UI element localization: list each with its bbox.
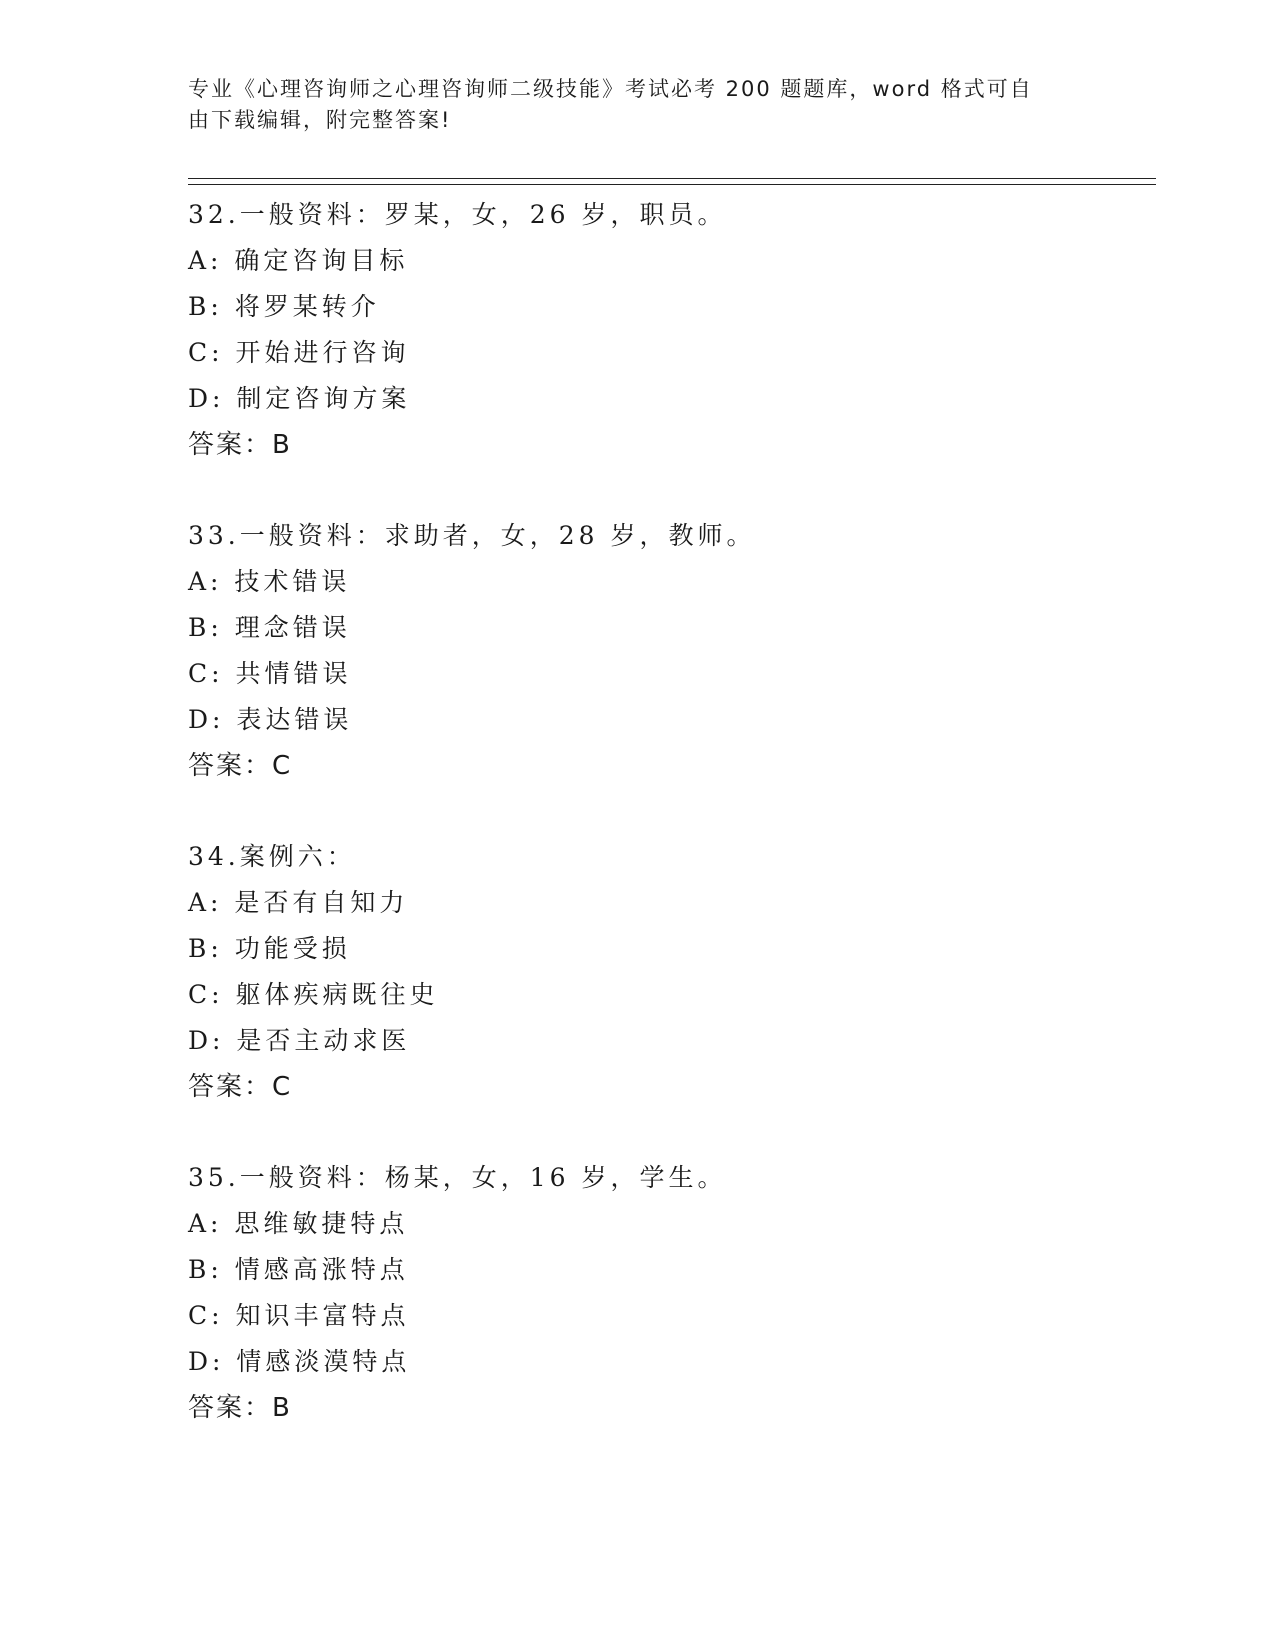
option-d: D: 是否主动求医 bbox=[188, 1026, 411, 1055]
answer: 答案：C bbox=[188, 751, 293, 781]
option-d: D: 制定咨询方案 bbox=[188, 384, 411, 413]
header-line-2: 由下载编辑，附完整答案! bbox=[188, 108, 452, 132]
option-a: A: 技术错误 bbox=[188, 567, 351, 596]
header-divider-bottom bbox=[188, 184, 1156, 185]
question-list bbox=[188, 192, 1148, 1431]
question-35 bbox=[188, 1155, 1148, 1431]
answer: 答案：B bbox=[188, 430, 292, 460]
option-a: A: 思维敏捷特点 bbox=[188, 1209, 409, 1238]
answer: 答案：B bbox=[188, 1393, 292, 1423]
answer: 答案：C bbox=[188, 1072, 293, 1102]
question-stem: 33.一般资料：求助者，女，28 岁，教师。 bbox=[188, 521, 756, 550]
option-b: B: 情感高涨特点 bbox=[188, 1255, 409, 1284]
question-stem: 35.一般资料：杨某，女，16 岁，学生。 bbox=[188, 1163, 727, 1192]
option-d: D: 情感淡漠特点 bbox=[188, 1347, 411, 1376]
option-c: C: 共情错误 bbox=[188, 659, 352, 688]
header-divider-top bbox=[188, 178, 1156, 179]
header-line-1: 专业《心理咨询师之心理咨询师二级技能》考试必考 200 题题库，word 格式可自 bbox=[188, 77, 1033, 101]
document-header bbox=[188, 74, 1068, 136]
option-c: C: 知识丰富特点 bbox=[188, 1301, 410, 1330]
question-34 bbox=[188, 834, 1148, 1110]
option-c: C: 躯体疾病既往史 bbox=[188, 980, 439, 1009]
question-stem: 34.案例六： bbox=[188, 842, 356, 871]
option-a: A: 是否有自知力 bbox=[188, 888, 409, 917]
option-b: B: 功能受损 bbox=[188, 934, 351, 963]
question-32 bbox=[188, 192, 1148, 468]
option-b: B: 将罗某转介 bbox=[188, 292, 380, 321]
option-b: B: 理念错误 bbox=[188, 613, 351, 642]
question-stem: 32.一般资料：罗某，女，26 岁，职员。 bbox=[188, 200, 727, 229]
question-33 bbox=[188, 513, 1148, 789]
option-a: A: 确定咨询目标 bbox=[188, 246, 409, 275]
option-c: C: 开始进行咨询 bbox=[188, 338, 410, 367]
option-d: D: 表达错误 bbox=[188, 705, 353, 734]
